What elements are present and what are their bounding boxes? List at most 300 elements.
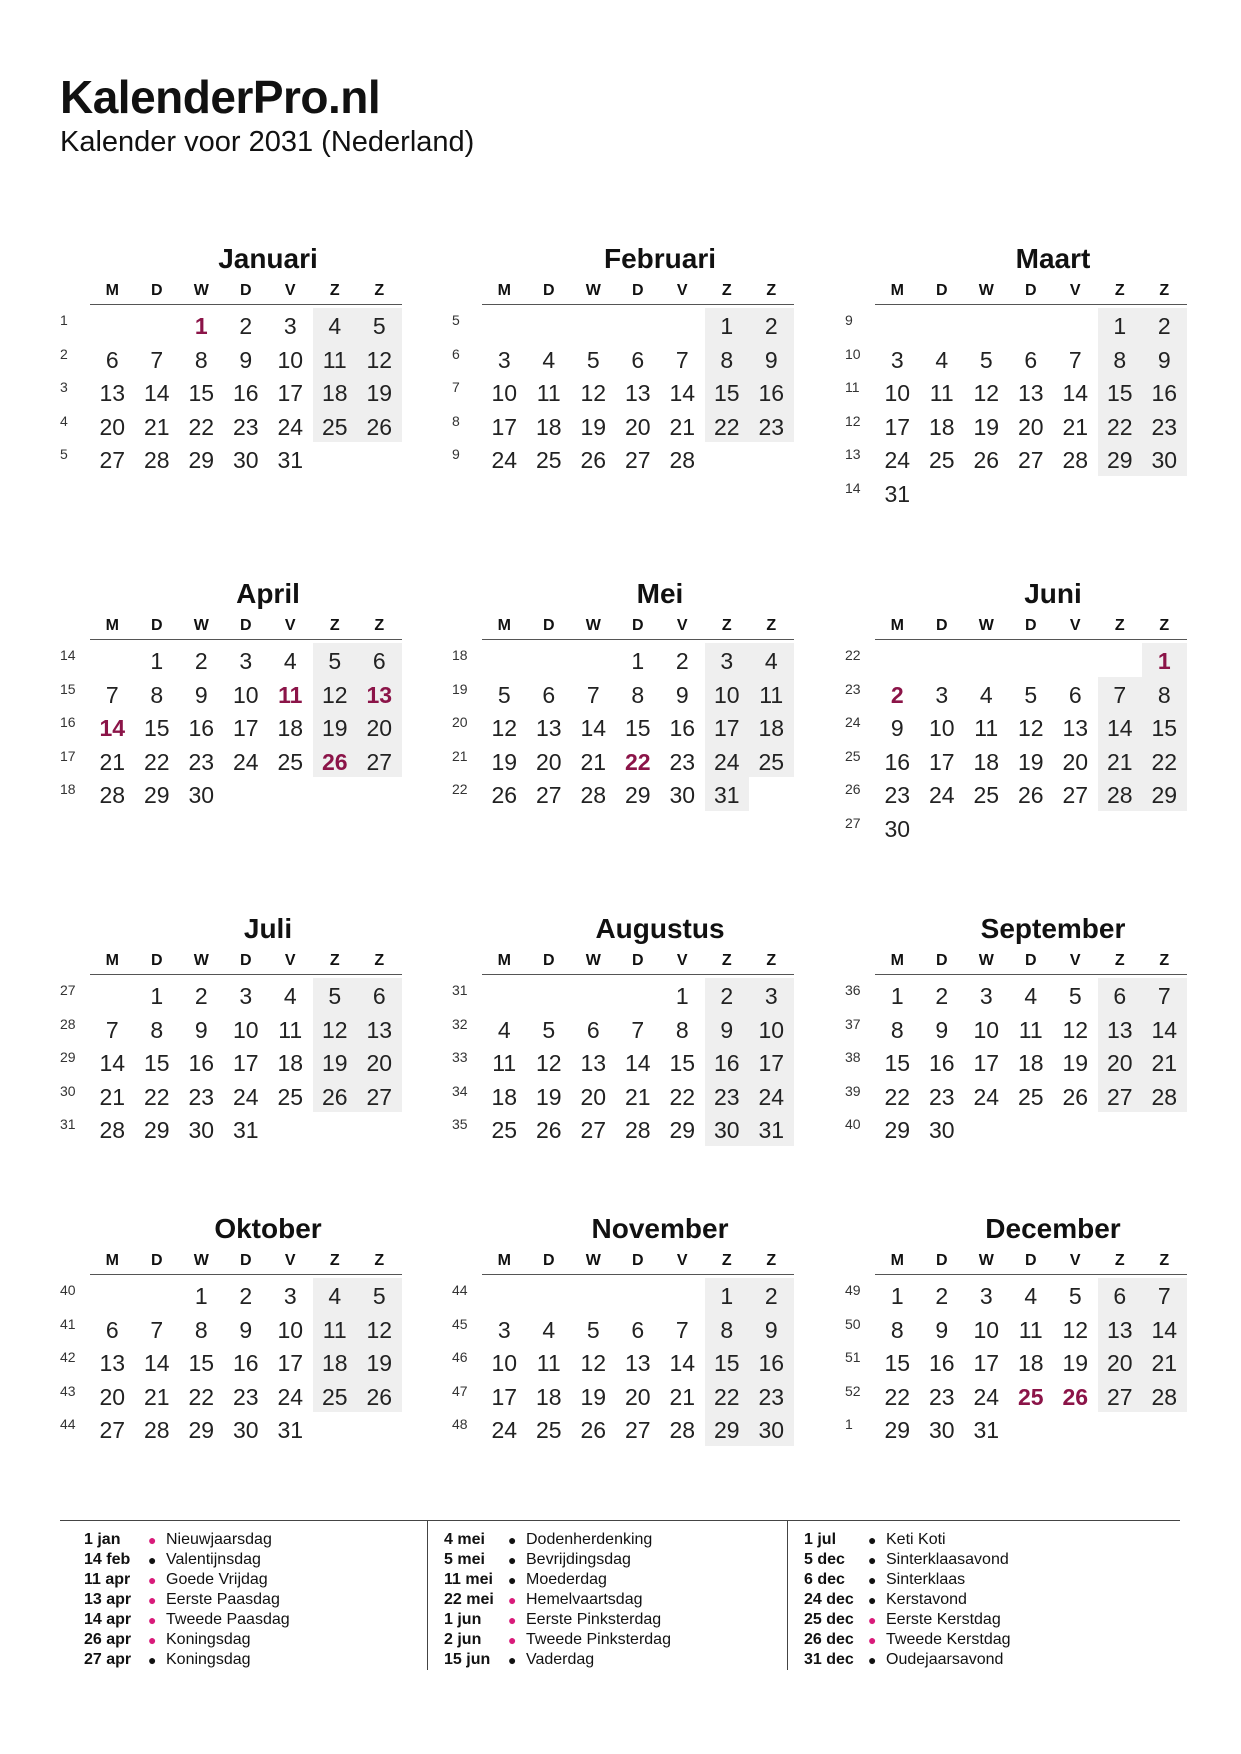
day-cell: 8 (1113, 346, 1127, 373)
week-number: 39 (845, 1082, 861, 1099)
day-cell: 8 (631, 681, 645, 708)
day-cell: 18 (321, 380, 348, 406)
official-holiday-dot-icon: ● (148, 1632, 157, 1648)
day-cell: 11 (929, 380, 954, 406)
weekday-label: Z (374, 952, 385, 969)
brand-title: KalenderPro.nl (60, 71, 381, 123)
day-cell: 8 (194, 346, 208, 373)
day-cell: 2 (194, 983, 208, 1009)
day-cell: 6 (1113, 983, 1127, 1009)
legend-item (804, 1650, 1134, 1670)
weekday-header (875, 1248, 1187, 1275)
weekday-label: D (631, 1252, 644, 1269)
day-cell: 3 (497, 346, 511, 373)
legend-date: 11 apr (84, 1571, 131, 1588)
day-cell: 9 (764, 1316, 778, 1343)
day-cell: 28 (143, 1417, 170, 1443)
day-cell: 28 (669, 447, 696, 473)
day-cell: 5 (372, 313, 386, 339)
day-cell: 24 (928, 782, 955, 808)
legend-item (84, 1590, 414, 1610)
month-title: November (591, 1213, 729, 1244)
day-cell: 4 (935, 346, 949, 373)
day-cell: 15 (713, 380, 740, 406)
holiday-day: 26 (321, 748, 348, 775)
weekday-label: Z (1114, 282, 1125, 299)
day-cell: 16 (669, 715, 696, 741)
legend-date: 22 mei (444, 1591, 494, 1608)
day-cell: 19 (366, 380, 393, 406)
day-cell: 26 (1017, 782, 1044, 808)
day-cell: 23 (713, 1083, 740, 1110)
day-cell: 16 (188, 715, 215, 741)
week-number: 50 (845, 1315, 861, 1332)
holiday-day: 25 (1017, 1383, 1044, 1410)
day-cell: 13 (1062, 715, 1089, 741)
day-cell: 27 (366, 1083, 393, 1110)
week-number: 27 (60, 982, 76, 998)
day-cell: 10 (491, 1350, 518, 1376)
day-cell: 25 (928, 447, 955, 473)
day-cell: 28 (669, 1417, 696, 1443)
day-cell: 22 (713, 413, 740, 440)
weekday-label: M (497, 1252, 511, 1269)
week-number: 20 (452, 714, 468, 730)
day-cell: 16 (713, 1050, 740, 1076)
day-cell: 11 (536, 1350, 561, 1376)
day-cell: 24 (973, 1383, 1000, 1410)
day-cell: 27 (624, 447, 651, 473)
week-number: 3 (60, 379, 68, 395)
day-cell: 21 (669, 413, 696, 440)
weekday-label: Z (766, 282, 777, 299)
day-cell: 16 (188, 1050, 215, 1076)
day-cell: 18 (277, 1050, 304, 1076)
day-cell: 31 (232, 1117, 259, 1143)
month-april (60, 575, 420, 808)
day-cell: 20 (99, 413, 126, 440)
day-cell: 8 (675, 1016, 689, 1043)
day-cell: 17 (232, 1050, 259, 1076)
legend-date: 5 dec (804, 1551, 845, 1568)
weekday-label: D (631, 952, 644, 969)
week-number: 41 (60, 1315, 76, 1332)
legend-name: Keti Koti (886, 1531, 946, 1548)
day-cell: 11 (536, 380, 561, 406)
day-cell: 6 (372, 983, 386, 1009)
week-number: 51 (845, 1349, 861, 1365)
day-cell: 7 (675, 346, 689, 373)
day-cell: 31 (758, 1117, 785, 1143)
month-december (845, 1210, 1205, 1443)
month-februari (452, 240, 812, 473)
day-cell: 14 (669, 380, 696, 406)
day-cell: 21 (624, 1083, 651, 1110)
day-cell: 26 (366, 413, 393, 440)
day-cell: 28 (143, 447, 170, 473)
day-cell: 27 (1106, 1083, 1133, 1110)
day-cell: 6 (1068, 681, 1082, 708)
legend-name: Oudejaarsavond (886, 1651, 1004, 1668)
day-cell: 27 (1017, 447, 1044, 473)
weekday-label: V (676, 952, 688, 969)
day-cell: 23 (669, 748, 696, 775)
weekday-label: Z (766, 1252, 777, 1269)
day-cell: 14 (1062, 380, 1089, 406)
day-cell: 4 (979, 681, 993, 708)
day-cell: 3 (720, 648, 734, 674)
legend-item (444, 1610, 774, 1630)
day-cell: 16 (928, 1350, 955, 1376)
week-number: 33 (452, 1049, 468, 1065)
legend-name: Sinterklaas (886, 1571, 966, 1588)
day-cell: 27 (535, 782, 562, 808)
official-holiday-dot-icon: ● (508, 1632, 517, 1648)
day-cell: 24 (277, 1383, 304, 1410)
day-cell: 26 (491, 782, 518, 808)
day-cell: 24 (758, 1083, 785, 1110)
week-number: 1 (60, 312, 68, 328)
weekday-header (875, 278, 1187, 305)
month-januari (60, 240, 420, 473)
day-cell: 27 (1106, 1383, 1133, 1410)
day-cell: 6 (105, 346, 119, 373)
weekday-label: Z (766, 617, 777, 634)
day-cell: 1 (890, 1283, 904, 1309)
day-cell: 11 (322, 1316, 347, 1343)
legend-item (804, 1530, 1134, 1550)
day-cell: 25 (321, 1383, 348, 1410)
day-cell: 20 (1062, 748, 1089, 775)
day-cell: 29 (713, 1417, 740, 1443)
legend-date: 25 dec (804, 1611, 854, 1628)
day-cell: 18 (1017, 1050, 1044, 1076)
week-number: 24 (845, 714, 861, 730)
day-cell: 8 (1157, 681, 1171, 708)
week-number: 44 (60, 1416, 76, 1432)
day-cell: 20 (535, 748, 562, 775)
week-number: 31 (452, 982, 468, 998)
day-cell: 4 (283, 983, 297, 1009)
day-cell: 10 (928, 715, 955, 741)
day-cell: 2 (1157, 313, 1171, 339)
legend-item (84, 1570, 414, 1590)
weekday-label: M (890, 952, 904, 969)
weekday-label: D (935, 952, 948, 969)
legend-name: Nieuwjaarsdag (166, 1531, 272, 1548)
day-cell: 30 (758, 1417, 785, 1443)
day-cell: 26 (580, 447, 607, 473)
day-cell: 30 (232, 1417, 259, 1443)
legend-date: 13 apr (84, 1591, 132, 1608)
legend-name: Tweede Kerstdag (886, 1631, 1011, 1648)
day-cell: 21 (580, 748, 607, 775)
week-number: 37 (845, 1015, 861, 1032)
day-cell: 16 (232, 1350, 259, 1376)
day-cell: 19 (535, 1083, 562, 1110)
observance-dot-icon: ● (148, 1552, 157, 1568)
day-cell: 6 (586, 1016, 600, 1043)
week-number: 5 (60, 446, 68, 462)
month-title: Oktober (214, 1213, 322, 1244)
day-cell: 15 (188, 1350, 215, 1376)
day-cell: 27 (580, 1117, 607, 1143)
day-cell: 24 (973, 1083, 1000, 1110)
weekday-label: V (676, 282, 688, 299)
week-number: 36 (845, 982, 861, 998)
legend-item (444, 1630, 774, 1650)
day-cell: 30 (669, 782, 696, 808)
weekday-label: D (150, 1252, 163, 1269)
day-cell: 2 (935, 1283, 949, 1309)
day-cell: 13 (99, 380, 126, 406)
holiday-day: 26 (1062, 1383, 1089, 1410)
day-cell: 2 (194, 648, 208, 674)
holiday-day: 13 (366, 681, 393, 708)
day-cell: 25 (758, 748, 785, 775)
day-cell: 9 (720, 1016, 734, 1043)
week-number: 11 (845, 379, 860, 395)
legend-date: 4 mei (444, 1531, 485, 1548)
day-cell: 30 (713, 1117, 740, 1143)
legend-name: Eerste Paasdag (166, 1591, 280, 1608)
day-cell: 23 (232, 1383, 259, 1410)
day-cell: 13 (366, 1016, 393, 1043)
day-cell: 22 (143, 1083, 170, 1110)
day-cell: 17 (884, 413, 911, 440)
week-number: 9 (452, 446, 460, 462)
day-cell: 21 (143, 1383, 170, 1410)
day-cell: 30 (188, 1117, 215, 1143)
week-number: 25 (845, 747, 861, 764)
day-cell: 29 (884, 1417, 911, 1443)
day-cell: 14 (1106, 715, 1133, 741)
day-cell: 13 (624, 1350, 651, 1376)
day-cell: 12 (973, 380, 1000, 406)
day-cell: 14 (1151, 1316, 1178, 1343)
month-juli (60, 910, 420, 1143)
legend-date: 14 feb (84, 1551, 131, 1568)
observance-dot-icon: ● (868, 1652, 877, 1668)
day-cell: 4 (1024, 1283, 1038, 1309)
day-cell: 18 (491, 1083, 518, 1110)
day-cell: 15 (1106, 380, 1133, 406)
day-cell: 12 (1017, 715, 1044, 741)
day-cell: 3 (497, 1316, 511, 1343)
weekday-label: M (105, 1252, 119, 1269)
legend-item (84, 1650, 414, 1670)
day-cell: 19 (1062, 1350, 1089, 1376)
week-number: 44 (452, 1282, 468, 1298)
legend-item (84, 1550, 414, 1570)
day-cell: 6 (372, 648, 386, 674)
legend-item (84, 1610, 414, 1630)
day-cell: 4 (1024, 983, 1038, 1009)
day-cell: 31 (277, 1417, 304, 1443)
day-cell: 22 (884, 1383, 911, 1410)
weekday-header (482, 613, 794, 640)
day-cell: 14 (1151, 1016, 1178, 1043)
day-cell: 12 (1062, 1016, 1089, 1043)
day-cell: 22 (1151, 748, 1178, 775)
week-number: 43 (60, 1382, 76, 1399)
day-cell: 10 (973, 1316, 1000, 1343)
observance-dot-icon: ● (868, 1572, 877, 1588)
weekday-label: D (150, 952, 163, 969)
day-cell: 16 (928, 1050, 955, 1076)
day-cell: 25 (277, 748, 304, 775)
legend-name: Tweede Pinksterdag (526, 1631, 671, 1648)
day-cell: 10 (758, 1016, 785, 1043)
legend-item (84, 1530, 414, 1550)
day-cell: 4 (283, 648, 297, 674)
day-cell: 14 (143, 380, 170, 406)
weekday-header (875, 613, 1187, 640)
weekday-label: V (284, 282, 296, 299)
holiday-day: 1 (1157, 648, 1171, 674)
legend-name: Valentijnsdag (166, 1551, 261, 1568)
day-cell: 9 (239, 1316, 253, 1343)
legend-date: 14 apr (84, 1611, 132, 1628)
day-cell: 2 (935, 983, 949, 1009)
day-cell: 1 (720, 313, 734, 339)
week-number: 40 (60, 1282, 76, 1298)
day-cell: 2 (764, 1283, 778, 1309)
day-cell: 21 (1062, 413, 1089, 440)
month-title: Augustus (595, 913, 725, 944)
weekday-label: Z (1159, 952, 1170, 969)
day-cell: 17 (973, 1050, 1000, 1076)
week-number: 23 (845, 680, 861, 697)
day-cell: 30 (928, 1417, 955, 1443)
weekday-header (90, 613, 402, 640)
day-cell: 3 (283, 1283, 297, 1309)
day-cell: 28 (580, 782, 607, 808)
weekday-label: Z (721, 1252, 732, 1269)
weekday-label: Z (721, 952, 732, 969)
day-cell: 19 (366, 1350, 393, 1376)
day-cell: 18 (535, 413, 562, 440)
weekday-label: D (239, 952, 252, 969)
day-cell: 22 (188, 1383, 215, 1410)
day-cell: 22 (884, 1083, 911, 1110)
weekday-label: D (631, 617, 644, 634)
day-cell: 9 (194, 1016, 208, 1043)
day-cell: 21 (669, 1383, 696, 1410)
legend-name: Goede Vrijdag (166, 1571, 268, 1588)
week-number: 38 (845, 1049, 861, 1065)
weekday-header (90, 948, 402, 975)
day-cell: 23 (188, 748, 215, 775)
day-cell: 7 (631, 1016, 645, 1043)
day-cell: 23 (884, 782, 911, 808)
day-cell: 6 (631, 346, 645, 373)
day-cell: 13 (580, 1050, 607, 1076)
day-cell: 10 (277, 1316, 304, 1343)
weekday-label: M (105, 952, 119, 969)
day-cell: 10 (973, 1016, 1000, 1043)
weekday-label: M (497, 617, 511, 634)
day-cell: 5 (372, 1283, 386, 1309)
day-cell: 7 (586, 681, 600, 708)
day-cell: 1 (675, 983, 689, 1009)
weekday-label: D (150, 617, 163, 634)
day-cell: 31 (277, 447, 304, 473)
day-cell: 5 (328, 648, 342, 674)
observance-dot-icon: ● (868, 1552, 877, 1568)
weekday-label: Z (1114, 617, 1125, 634)
day-cell: 7 (1068, 346, 1082, 373)
day-cell: 7 (105, 1016, 119, 1043)
weekday-label: D (239, 282, 252, 299)
legend-name: Eerste Pinksterdag (526, 1611, 662, 1628)
official-holiday-dot-icon: ● (148, 1532, 157, 1548)
day-cell: 24 (491, 1417, 518, 1443)
day-cell: 27 (1062, 782, 1089, 808)
day-cell: 16 (758, 380, 785, 406)
day-cell: 21 (99, 748, 126, 775)
day-cell: 23 (758, 413, 785, 440)
legend-item (84, 1630, 414, 1650)
day-cell: 17 (713, 715, 740, 741)
day-cell: 29 (884, 1117, 911, 1143)
week-number: 14 (845, 479, 861, 496)
day-cell: 6 (542, 681, 556, 708)
weekday-label: W (978, 617, 994, 634)
weekday-label: W (585, 952, 601, 969)
observance-dot-icon: ● (148, 1652, 157, 1668)
day-cell: 28 (1151, 1383, 1178, 1410)
official-holiday-dot-icon: ● (508, 1612, 517, 1628)
day-cell: 9 (890, 715, 904, 741)
day-cell: 28 (99, 782, 126, 808)
day-cell: 15 (624, 715, 651, 741)
legend-name: Bevrijdingsdag (526, 1551, 631, 1568)
day-cell: 5 (979, 346, 993, 373)
legend-column (804, 1530, 1134, 1670)
day-cell: 20 (1106, 1350, 1133, 1376)
day-cell: 12 (491, 715, 518, 741)
legend-item (804, 1570, 1134, 1590)
legend-item (444, 1650, 774, 1670)
weekday-label: Z (766, 952, 777, 969)
legend-column (444, 1530, 774, 1670)
day-cell: 28 (99, 1117, 126, 1143)
weekday-label: W (193, 952, 209, 969)
legend-date: 31 dec (804, 1651, 854, 1668)
day-cell: 5 (1068, 1283, 1082, 1309)
day-cell: 21 (99, 1083, 126, 1110)
holiday-day: 22 (624, 748, 651, 775)
legend-name: Vaderdag (526, 1651, 595, 1668)
week-number: 34 (452, 1082, 468, 1099)
day-cell: 9 (675, 681, 689, 708)
day-cell: 26 (580, 1417, 607, 1443)
day-cell: 6 (631, 1316, 645, 1343)
day-cell: 17 (491, 413, 518, 440)
day-cell: 11 (759, 681, 784, 708)
week-number: 35 (452, 1116, 468, 1132)
day-cell: 10 (232, 681, 259, 708)
day-cell: 13 (1106, 1316, 1133, 1343)
day-cell: 28 (1151, 1083, 1178, 1110)
day-cell: 19 (580, 413, 607, 440)
day-cell: 10 (277, 346, 304, 373)
weekday-label: W (585, 282, 601, 299)
day-cell: 3 (239, 648, 253, 674)
day-cell: 8 (720, 346, 734, 373)
day-cell: 5 (542, 1016, 556, 1043)
